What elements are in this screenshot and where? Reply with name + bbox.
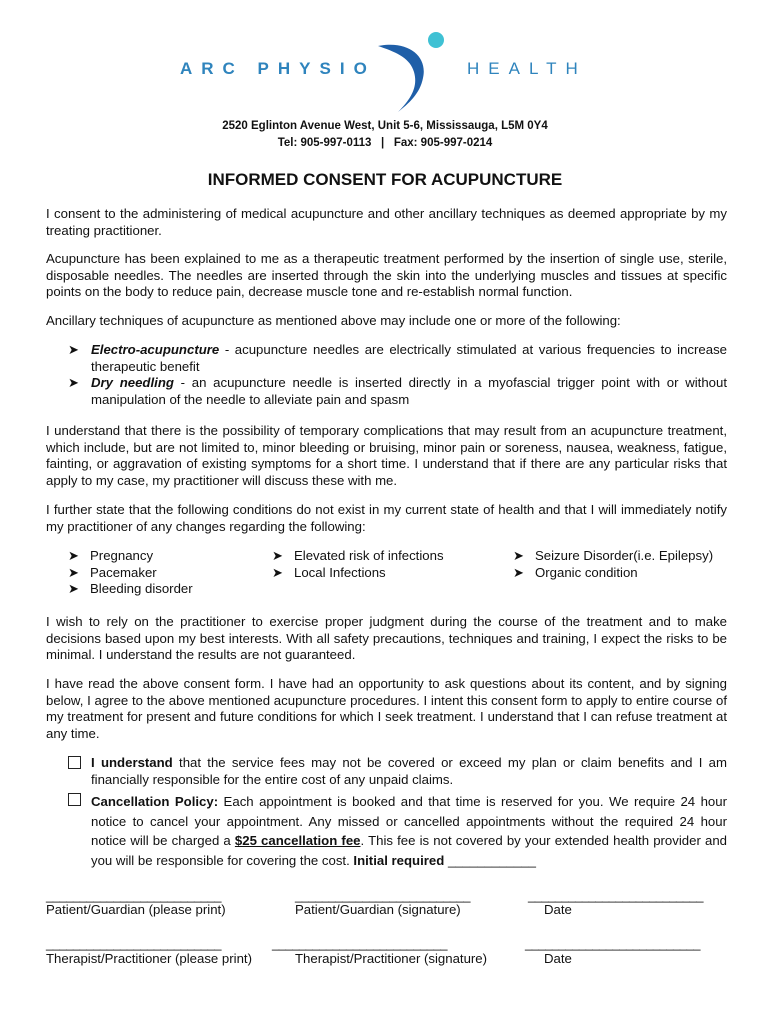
contact-line: Tel: 905-997-0113 | Fax: 905-997-0214 (277, 137, 493, 149)
technique-name: Electro-acupuncture (91, 342, 220, 357)
technique-desc: - acupuncture needles are electrically stimulated at various frequencies to increase therapeutic benefit (91, 342, 727, 374)
list-item (68, 375, 728, 409)
arrow-bullet-icon: ➤ (68, 548, 80, 563)
clinic-address (0, 118, 770, 152)
page-title: INFORMED CONSENT FOR ACUPUNCTURE (207, 170, 563, 189)
cancellation-policy: Cancellation Policy: Each appointment is booked and that time is reserved for you. We require 24 hour notice to cancel your appointment. Any missed or cancelled appointments without the required 24 hour notice will be charged a $25 cancellation fee. This fee is not covered by your extended health provider and you will be responsible for covering the cost. Initial required ____________ (91, 794, 727, 868)
conditions-column-1 (68, 548, 193, 598)
therapist-print-label: Therapist/Practitioner (please print) (46, 951, 252, 966)
arrow-bullet-icon: ➤ (513, 564, 525, 580)
consent-paragraph-4: I understand that there is the possibility of temporary complications that may result from an acupuncture treatment, which include, but are not limited to, minor bleeding or bruising, minor pain or soreness, nausea, weakness, fatigue, fainting, or aggravation of existing symptoms for a short time. I understand that if there are any particular risks that apply to my case, my practitioner will discuss these with me. (46, 423, 727, 488)
patient-print-field[interactable]: __________________________ (46, 888, 221, 903)
arrow-bullet-icon: ➤ (68, 342, 80, 357)
consent-paragraph-5: I further state that the following conditions do not exist in my current state of health and that I will immediately notify my practitioner of any changes regarding the following: (46, 502, 727, 534)
therapist-print-field[interactable]: __________________________ (46, 936, 221, 951)
logo-text-left: ARC PHYSIO (180, 59, 376, 78)
consent-paragraph-6: I wish to rely on the practitioner to exercise proper judgment during the course of the treatment and to make decisions based upon my best interests. With all safety precautions, techniques and training, I expect the risks to be minimal. I understand the results are not guaranteed. (46, 614, 727, 663)
technique-desc: - an acupuncture needle is inserted directly in a myofascial trigger point with or without manipulation of the needle to alleviate pain and spasm (91, 375, 728, 407)
consent-paragraph-3: Ancillary techniques of acupuncture as mentioned above may include one or more of the following: (46, 313, 621, 328)
conditions-column-2 (272, 548, 444, 581)
technique-name: Dry needling (91, 375, 174, 390)
list-item: ➤ Elevated risk of infections (272, 548, 444, 563)
list-item: ➤ Pregnancy (68, 548, 154, 563)
patient-signature-field[interactable]: __________________________ (295, 888, 470, 903)
list-item: ➤ Seizure Disorder(i.e. Epilepsy) (513, 548, 714, 563)
logo-text-right: HEALTH (467, 59, 587, 78)
patient-print-label: Patient/Guardian (please print) (46, 902, 226, 917)
consent-paragraph-2: Acupuncture has been explained to me as a therapeutic treatment performed by the insertion of single use, sterile, disposable needles. The needles are inserted through the skin into the underlying muscles and tissues at specific points on the body to reduce pain, decrease muscle tone and re-establish normal function. (46, 251, 727, 300)
initial-field[interactable]: ____________ (447, 852, 536, 868)
conditions-column-3 (513, 548, 713, 581)
logo-swoosh-icon (368, 28, 458, 123)
cancellation-checkbox[interactable] (68, 793, 81, 806)
consent-paragraph-7: I have read the above consent form. I have had an opportunity to ask questions about its content, and by signing below, I agree to the above mentioned acupuncture procedures. I intent this consent form to apply to entire course of my treatment for present and future conditions for which I seek treatment. I understand that I can refuse treatment at any time. (46, 676, 727, 741)
patient-signature-label: Patient/Guardian (signature) (295, 902, 461, 917)
list-item: ➤ Local Infections (272, 564, 386, 580)
arrow-bullet-icon: ➤ (513, 548, 525, 563)
consent-paragraph-1: I consent to the administering of medical acupuncture and other ancillary techniques as deemed appropriate by my treating practitioner. (46, 206, 727, 238)
initial-required-label: Initial required (353, 852, 445, 868)
therapist-date-field[interactable]: __________________________ (525, 936, 700, 951)
list-item: ➤ Pacemaker (68, 564, 157, 580)
understand-statement: I understand that the service fees may not be covered or exceed my plan or claim benefits and I am financially responsible for the entire cost of any unpaid claims. (91, 755, 727, 787)
arrow-bullet-icon: ➤ (68, 581, 80, 597)
address-line: 2520 Eglinton Avenue West, Unit 5-6, Mississauga, L5M 0Y4 (222, 120, 548, 132)
understand-checkbox[interactable] (68, 756, 81, 769)
patient-date-label: Date (544, 902, 572, 917)
list-item: ➤ Bleeding disorder (68, 581, 193, 597)
therapist-date-label: Date (544, 951, 572, 966)
arrow-bullet-icon: ➤ (272, 564, 284, 580)
list-item: ➤ Organic condition (513, 564, 638, 580)
patient-date-field[interactable]: __________________________ (528, 888, 703, 903)
arrow-bullet-icon: ➤ (68, 375, 80, 390)
cancellation-fee: $25 cancellation fee (234, 833, 361, 848)
arrow-bullet-icon: ➤ (272, 548, 284, 563)
therapist-signature-label: Therapist/Practitioner (signature) (295, 951, 488, 966)
arrow-bullet-icon: ➤ (68, 564, 80, 580)
list-item (68, 342, 728, 376)
therapist-signature-field[interactable]: __________________________ (272, 936, 447, 951)
